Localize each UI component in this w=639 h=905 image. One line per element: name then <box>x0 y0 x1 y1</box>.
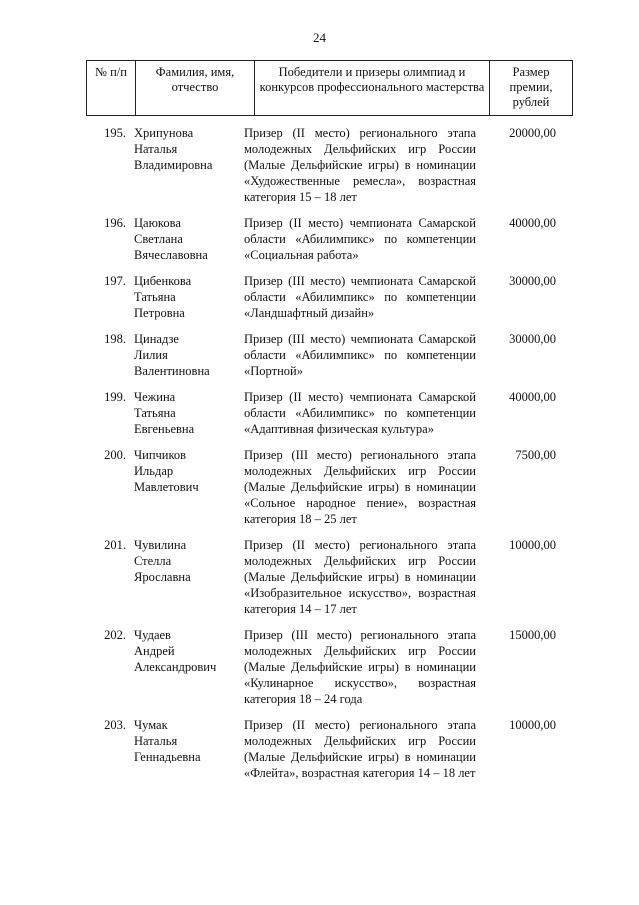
person-name <box>134 537 244 617</box>
first-name: Наталья <box>134 142 178 156</box>
prize-amount: 7500,00 <box>515 448 556 462</box>
person-name <box>134 389 244 437</box>
table-row <box>86 389 558 437</box>
table-body <box>86 125 558 791</box>
first-name: Лилия <box>134 348 168 362</box>
patronymic: Александрович <box>134 660 217 674</box>
table-header <box>86 60 573 116</box>
person-name <box>134 447 244 527</box>
first-name: Татьяна <box>134 290 176 304</box>
award-description: Призер (II место) регионального этапа молодежных Дельфийских игр России (Малые Дельфийские игры) в номинации «Художественные ремесла», возрастная категория 15 – 18 лет <box>244 126 476 204</box>
prize-amount: 10000,00 <box>509 718 556 732</box>
patronymic: Евгеньевна <box>134 422 195 436</box>
award-description: Призер (II место) регионального этапа молодежных Дельфийских игр России (Малые Дельфийские игры) в номинации «Флейта», возрастная категория 14 – 18 лет <box>244 718 476 780</box>
patronymic: Вячеславовна <box>134 248 208 262</box>
header-name: Фамилия, имя, отчество <box>136 61 255 116</box>
person-name <box>134 215 244 263</box>
row-number: 203. <box>104 718 126 732</box>
surname: Цинадзе <box>134 332 179 346</box>
surname: Чумак <box>134 718 168 732</box>
surname: Чувилина <box>134 538 187 552</box>
header-description: Победители и призеры олимпиад и конкурсов профессионального мастерства <box>255 61 490 116</box>
person-name <box>134 125 244 205</box>
patronymic: Геннадьевна <box>134 750 201 764</box>
table-row <box>86 331 558 379</box>
first-name: Светлана <box>134 232 183 246</box>
prize-amount: 40000,00 <box>509 390 556 404</box>
person-name <box>134 331 244 379</box>
award-description: Призер (III место) чемпионата Самарской области «Абилимпикс» по компетенции «Портной» <box>244 332 476 378</box>
header-number: № п/п <box>87 61 136 116</box>
person-name <box>134 627 244 707</box>
prize-amount: 30000,00 <box>509 332 556 346</box>
table-row <box>86 125 558 205</box>
prize-amount: 10000,00 <box>509 538 556 552</box>
surname: Хрипунова <box>134 126 194 140</box>
surname: Цибенкова <box>134 274 192 288</box>
surname: Чежина <box>134 390 176 404</box>
first-name: Ильдар <box>134 464 174 478</box>
row-number: 199. <box>104 390 126 404</box>
row-number: 201. <box>104 538 126 552</box>
award-description: Призер (II место) регионального этапа молодежных Дельфийских игр России (Малые Дельфийские игры) в номинации «Изобразительное искусство», возрастная категория 14 – 17 лет <box>244 538 476 616</box>
row-number: 202. <box>104 628 126 642</box>
row-number: 197. <box>104 274 126 288</box>
patronymic: Петровна <box>134 306 185 320</box>
award-description: Призер (III место) регионального этапа молодежных Дельфийских игр России (Малые Дельфийские игры) в номинации «Кулинарное искусство», возрастная категория 18 – 24 года <box>244 628 476 706</box>
award-description: Призер (II место) чемпионата Самарской области «Абилимпикс» по компетенции «Адаптивная физическая культура» <box>244 390 476 436</box>
surname: Цаюкова <box>134 216 181 230</box>
first-name: Татьяна <box>134 406 176 420</box>
table-row <box>86 273 558 321</box>
first-name: Стелла <box>134 554 172 568</box>
award-description: Призер (III место) чемпионата Самарской области «Абилимпикс» по компетенции «Ландшафтный дизайн» <box>244 274 476 320</box>
row-number: 196. <box>104 216 126 230</box>
table-row <box>86 717 558 781</box>
row-number: 195. <box>104 126 126 140</box>
first-name: Андрей <box>134 644 175 658</box>
person-name <box>134 717 244 781</box>
row-number: 200. <box>104 448 126 462</box>
patronymic: Валентиновна <box>134 364 210 378</box>
patronymic: Мавлетович <box>134 480 199 494</box>
prize-amount: 40000,00 <box>509 216 556 230</box>
header-prize: Размер премии, рублей <box>490 61 573 116</box>
prize-amount: 30000,00 <box>509 274 556 288</box>
first-name: Наталья <box>134 734 178 748</box>
page-number: 24 <box>313 30 326 45</box>
patronymic: Владимировна <box>134 158 213 172</box>
table-row <box>86 215 558 263</box>
person-name <box>134 273 244 321</box>
table-row <box>86 447 558 527</box>
surname: Чудаев <box>134 628 171 642</box>
table-row <box>86 537 558 617</box>
prize-amount: 20000,00 <box>509 126 556 140</box>
table-row <box>86 627 558 707</box>
surname: Чипчиков <box>134 448 187 462</box>
award-description: Призер (III место) регионального этапа молодежных Дельфийских игр России (Малые Дельфийские игры) в номинации «Сольное народное пение», возрастная категория 18 – 25 лет <box>244 448 476 526</box>
prize-amount: 15000,00 <box>509 628 556 642</box>
patronymic: Ярославна <box>134 570 191 584</box>
row-number: 198. <box>104 332 126 346</box>
award-description: Призер (II место) чемпионата Самарской области «Абилимпикс» по компетенции «Социальная работа» <box>244 216 476 262</box>
